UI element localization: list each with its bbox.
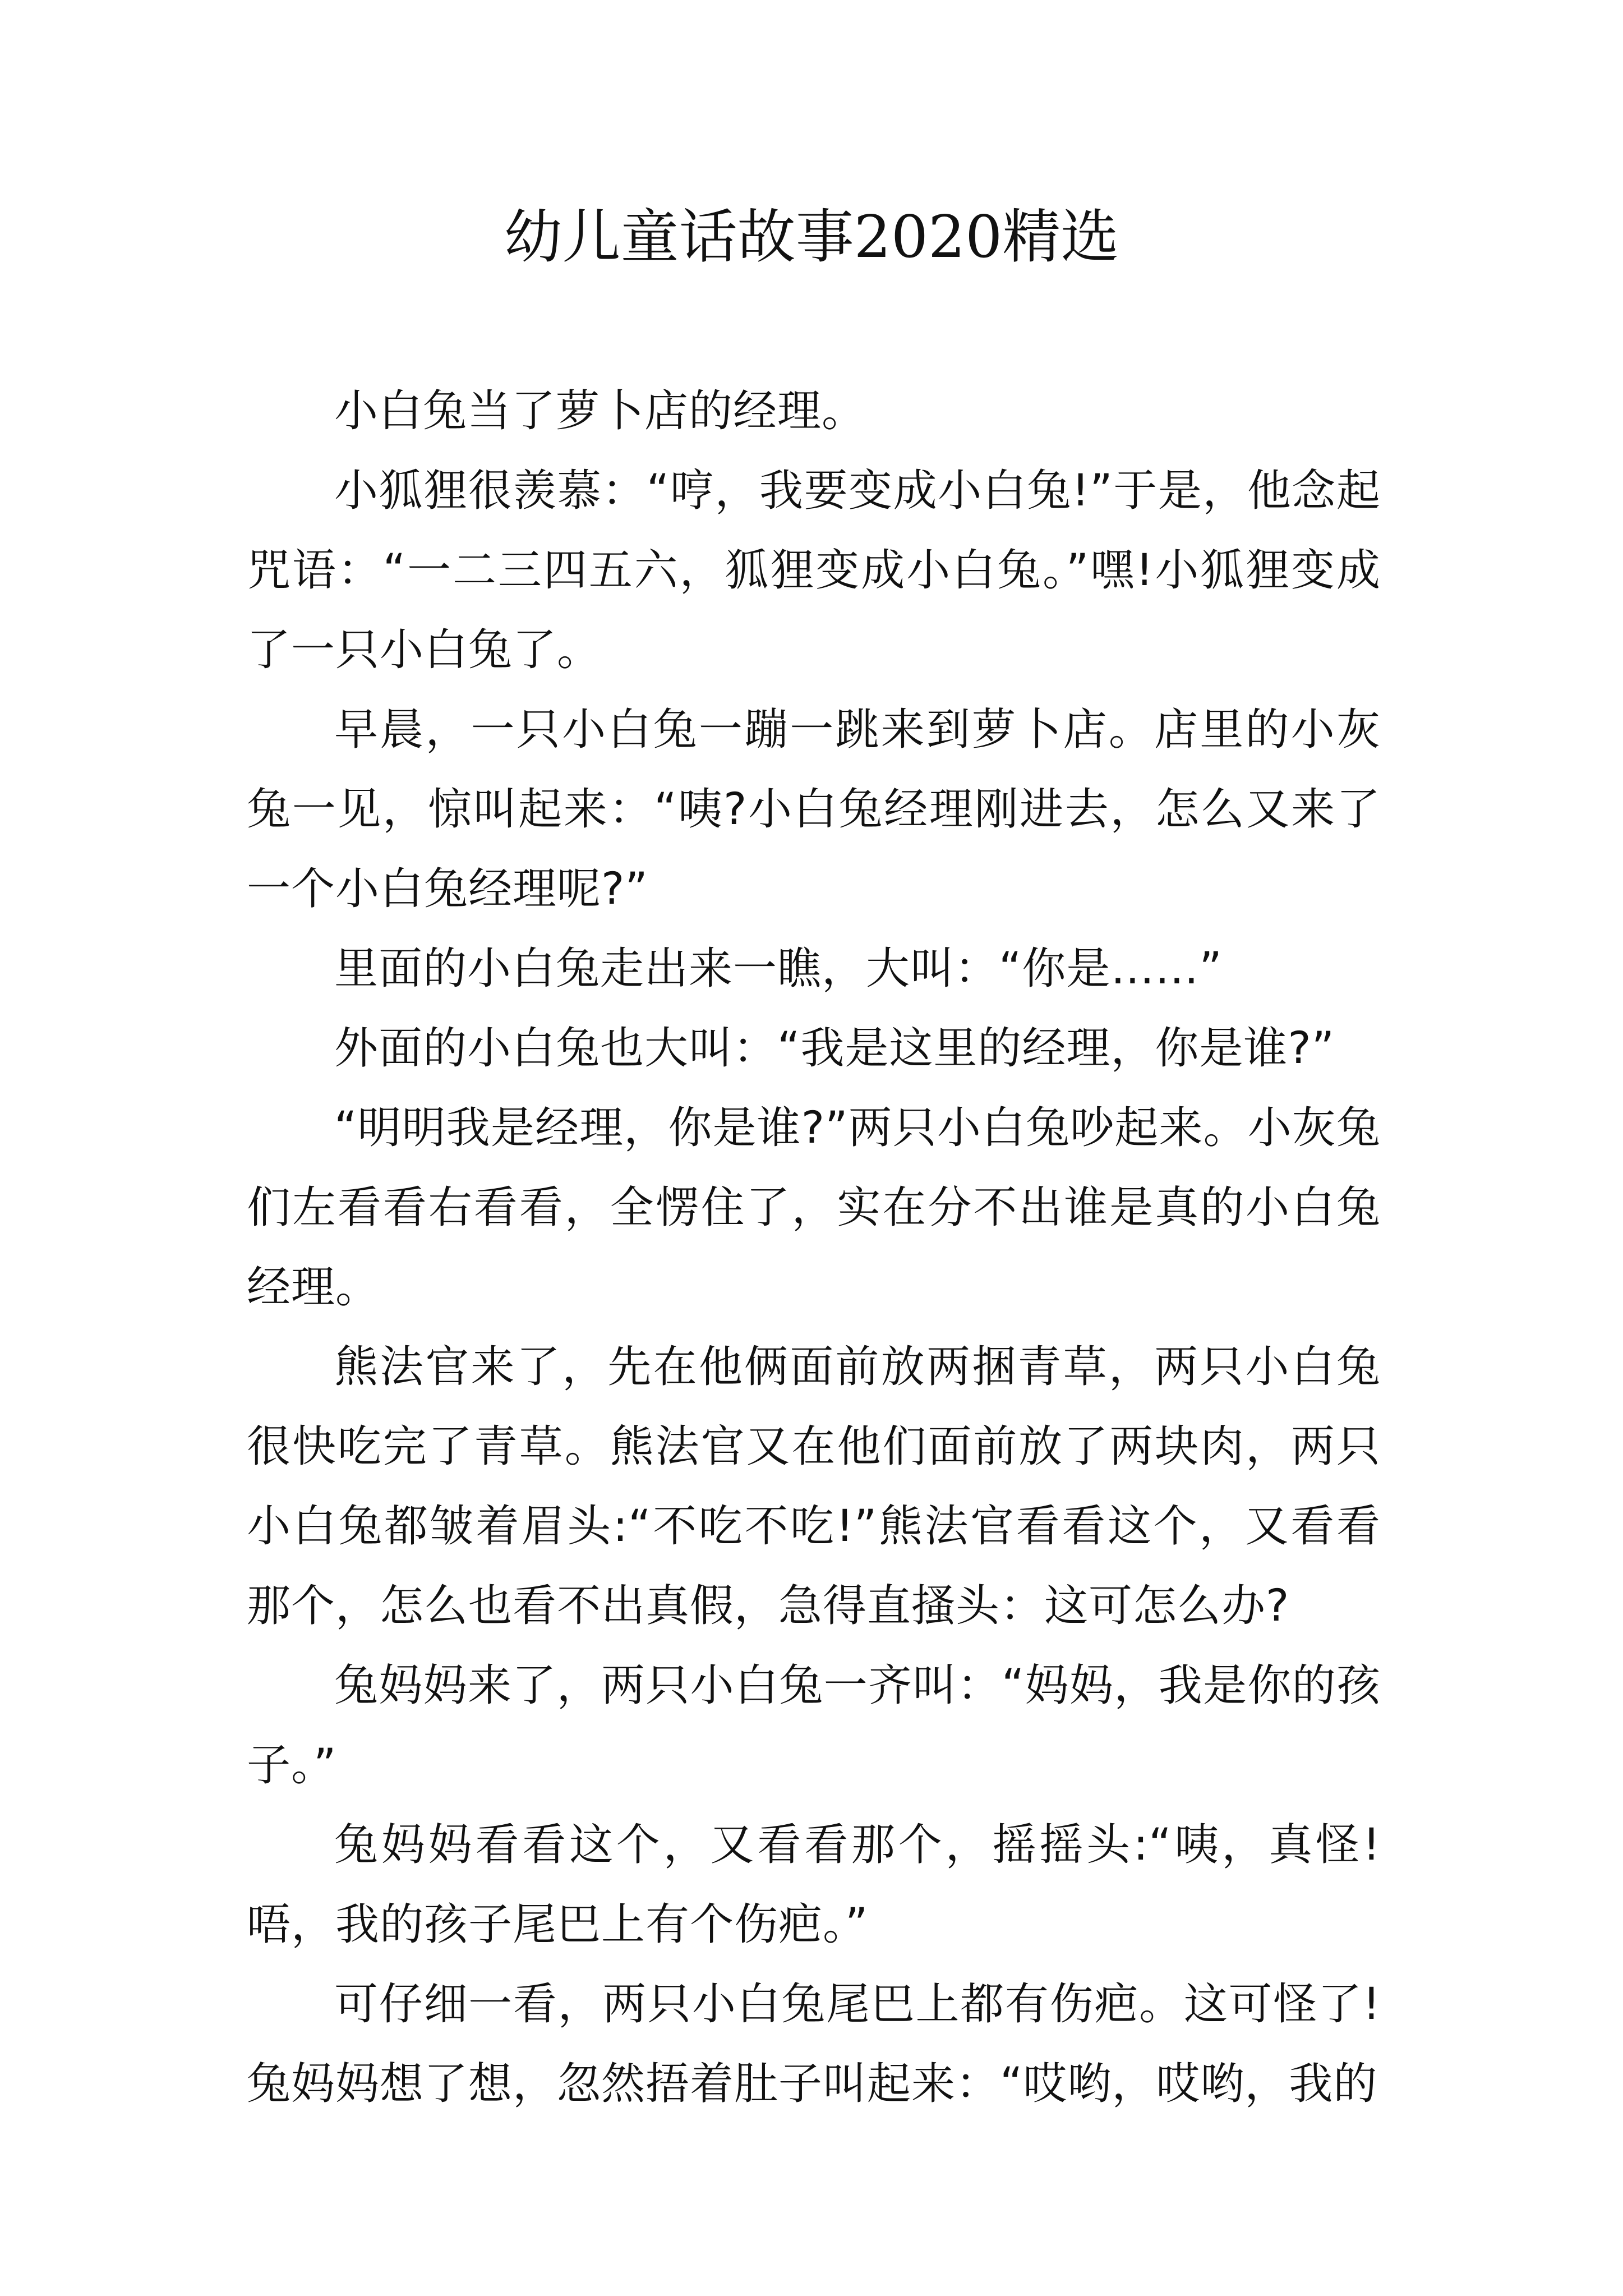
paragraph: “明明我是经理，你是谁?”两只小白兔吵起来。小灰兔们左看看右看看，全愣住了，实在分不出谁是真的小白兔经理。 <box>247 1103 1381 1313</box>
document-body <box>247 371 1381 2124</box>
paragraph: 熊法官来了，先在他俩面前放两捆青草，两只小白兔很快吃完了青草。熊法官又在他们面前放了两块肉，两只小白兔都皱着眉头:“不吃不吃!”熊法官看看这个，又看看那个，怎么也看不出真假，急得直搔头：这可怎么办? <box>247 1342 1381 1631</box>
document-title: 幼儿童话故事2020精选 <box>504 203 1119 271</box>
paragraph: 外面的小白兔也大叫：“我是这里的经理，你是谁?” <box>334 1023 1335 1074</box>
paragraph: 小狐狸很羡慕：“哼，我要变成小白兔!”于是，他念起咒语：“一二三四五六，狐狸变成小白兔。”嘿!小狐狸变成了一只小白兔了。 <box>247 466 1381 675</box>
paragraph: 兔妈妈看看这个，又看看那个，摇摇头:“咦，真怪!唔，我的孩子尾巴上有个伤疤。” <box>247 1820 1381 1950</box>
paragraph: 里面的小白兔走出来一瞧，大叫：“你是……” <box>334 944 1223 994</box>
paragraph: 可仔细一看，两只小白兔尾巴上都有伤疤。这可怪了!兔妈妈想了想，忽然捂着肚子叫起来：“哎哟，哎哟，我的 <box>247 1979 1381 2109</box>
paragraph: 兔妈妈来了，两只小白兔一齐叫：“妈妈，我是你的孩子。” <box>247 1660 1381 1791</box>
paragraph: 早晨，一只小白兔一蹦一跳来到萝卜店。店里的小灰兔一见，惊叫起来：“咦?小白兔经理刚进去，怎么又来了一个小白兔经理呢?” <box>247 705 1381 914</box>
paragraph: 小白兔当了萝卜店的经理。 <box>334 386 866 436</box>
